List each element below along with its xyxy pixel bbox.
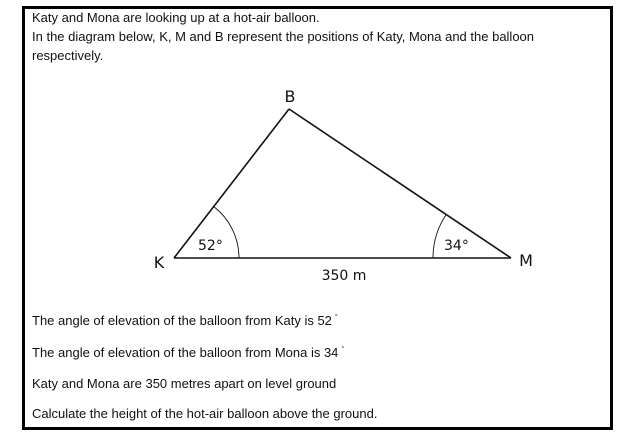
vertex-label-k: K xyxy=(153,253,165,272)
vertex-label-m: M xyxy=(519,251,533,270)
question-prompt: Calculate the height of the hot-air balloon above the ground. xyxy=(32,406,378,421)
side-kb xyxy=(174,109,289,258)
fact-line-4 xyxy=(32,406,377,421)
side-bm xyxy=(289,109,511,258)
fact-line-3 xyxy=(32,376,336,391)
fact-line-2 xyxy=(32,345,344,360)
vertex-label-b: B xyxy=(284,87,296,106)
angle-label-k: 52° xyxy=(198,238,223,254)
fact-text-2: The angle of elevation of the balloon from Mona is 34 xyxy=(32,345,339,360)
intro-line-2: In the diagram below, K, M and B represent the positions of Katy, Mona and the balloon respectively. xyxy=(32,29,535,63)
fact-degree-1: ° xyxy=(334,314,338,321)
intro-line-1: Katy and Mona are looking up at a hot-air balloon. xyxy=(32,10,320,25)
angle-label-m: 34° xyxy=(444,238,469,254)
fact-text-3: Katy and Mona are 350 metres apart on level ground xyxy=(32,376,337,391)
base-length-label: 350 m xyxy=(321,268,367,284)
fact-degree-2: ° xyxy=(341,346,345,353)
fact-line-1 xyxy=(32,313,338,328)
fact-text-1: The angle of elevation of the balloon from Katy is 52 xyxy=(32,313,332,328)
